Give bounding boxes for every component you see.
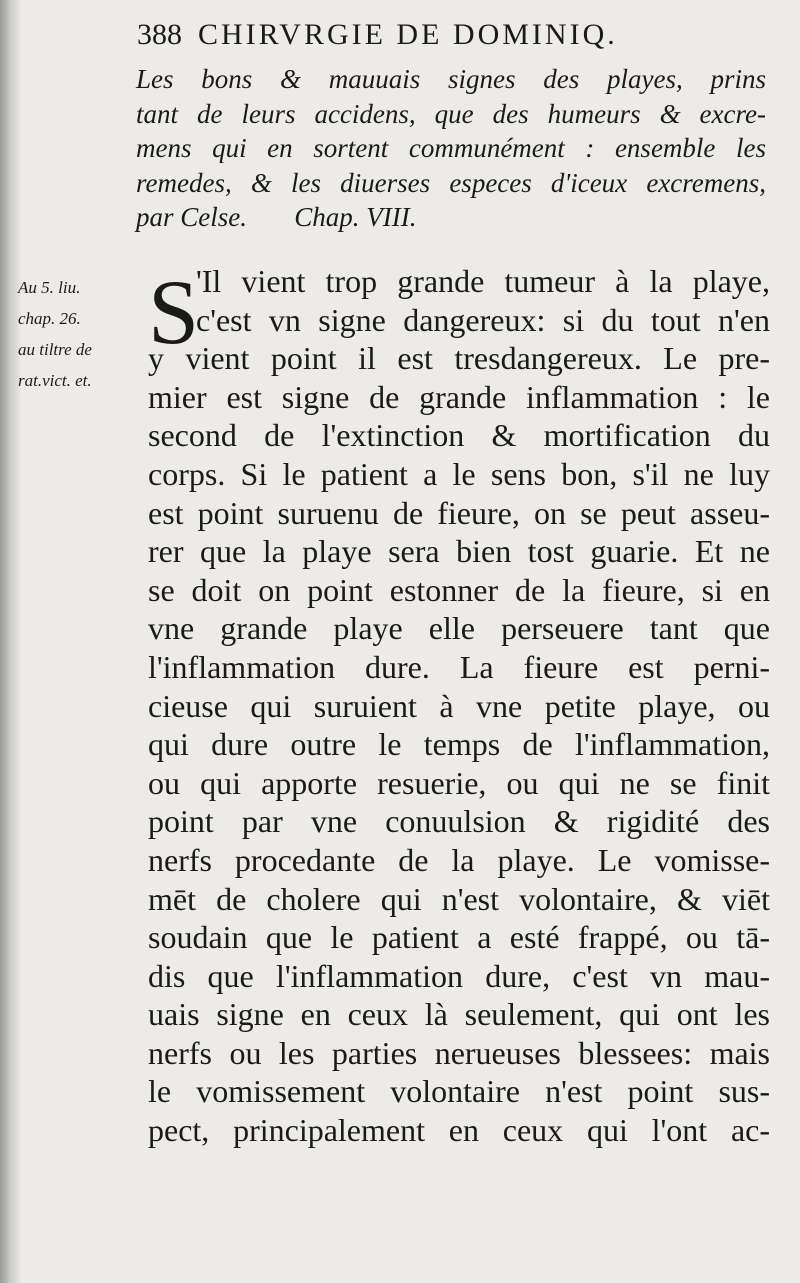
body-line: dis que l'inflammation dure, c'est vn mau- [148, 957, 770, 994]
body-line: cieuse qui suruient à vne petite playe, ou [148, 687, 770, 724]
body-line: mier est signe de grande inflammation : le [148, 378, 770, 415]
body-line: le vomissement volontaire n'est point sus- [148, 1073, 770, 1110]
body-line: nerfs procedante de la playe. Le vomisse- [148, 841, 770, 878]
margin-note-line: au tiltre de [18, 340, 92, 359]
body-line: se doit on point estonner de la fieure, si en [148, 571, 770, 608]
margin-note-line: rat.vict. et. [18, 371, 92, 390]
margin-note-line: Au 5. liu. [18, 278, 81, 297]
body-line: vne grande playe elle perseuere tant que [148, 610, 770, 647]
drop-cap: S [148, 261, 200, 363]
chapter-title-line: mens qui en sortent communément : ensemble les [136, 133, 766, 163]
chapter-title-line [136, 200, 766, 235]
body-line: est point suruenu de fieure, on se peut asseu- [148, 494, 770, 531]
body-line: point par vne conuulsion & rigidité des [148, 803, 770, 840]
chapter-label: Chap. VIII. [294, 202, 417, 232]
page-gutter-shadow [0, 0, 22, 1283]
chapter-title-line: tant de leurs accidens, que des humeurs & excre- [136, 98, 766, 129]
chapter-title-end: par Celse. [136, 202, 247, 232]
body-text [148, 262, 770, 1150]
body-line: y vient point il est tresdangereux. Le pre- [148, 340, 770, 377]
body-line: corps. Si le patient a le sens bon, s'il ne luy [148, 455, 770, 492]
chapter-title-line: Les bons & mauuais signes des playes, prins [136, 64, 766, 94]
body-line: qui dure outre le temps de l'inflammation, [148, 726, 770, 763]
running-header [137, 18, 757, 52]
body-line: soudain que le patient a esté frappé, ou tā- [148, 919, 770, 956]
page-number: 388 [137, 18, 182, 51]
body-line: l'inflammation dure. La fieure est perni- [148, 648, 770, 685]
margin-note [18, 272, 146, 396]
body-line: 'Il vient trop grande tumeur à la playe, [196, 263, 770, 299]
chapter-title [136, 62, 766, 235]
body-line: rer que la playe sera bien tost guarie. Et ne [148, 533, 770, 570]
chapter-title-line: remedes, & les diuerses especes d'iceux excremens, [136, 167, 766, 198]
body-line: second de l'extinction & mortification du [148, 417, 770, 454]
body-line: mēt de cholere qui n'est volontaire, & viēt [148, 880, 770, 917]
body-line: pect, principalement en ceux qui l'ont ac- [148, 1112, 770, 1149]
body-line: uais signe en ceux là seulement, qui ont les [148, 996, 770, 1033]
body-line: ou qui apporte resuerie, ou qui ne se finit [148, 764, 770, 801]
body-line: c'est vn signe dangereux: si du tout n'en [196, 301, 770, 338]
running-title: CHIRVRGIE DE DOMINIQ. [198, 18, 618, 51]
body-line: nerfs ou les parties nerueuses blessees: mais [148, 1034, 770, 1071]
margin-note-line: chap. 26. [18, 309, 81, 328]
